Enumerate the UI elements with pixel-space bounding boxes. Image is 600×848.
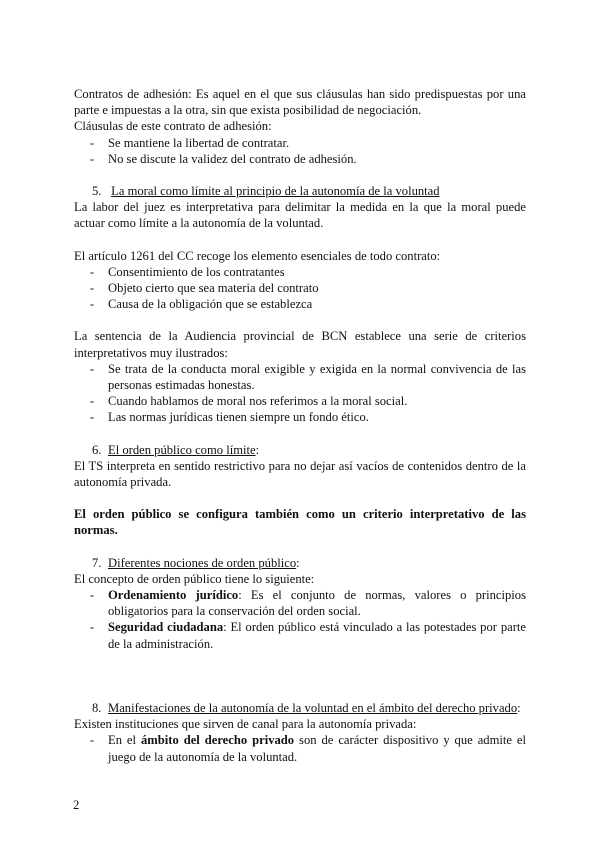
notions-list: [74, 587, 526, 652]
document-page: [74, 86, 526, 765]
section-suffix: :: [296, 555, 300, 570]
section-6-heading: [74, 442, 526, 458]
intro-paragraph: Contratos de adhesión: Es aquel en el que sus cláusulas han sido predispuestas por una parte e impuestas a la otra, sin que exista posibilidad de negociación.: [74, 87, 526, 118]
list-item: - Cuando hablamos de moral nos referimos a la moral social.: [74, 393, 526, 409]
paragraph: Existen instituciones que sirven de canal para la autonomía privada:: [74, 717, 417, 732]
section-title: La moral como límite al principio de la autonomía de la voluntad: [111, 184, 440, 199]
section-title: El orden público como límite: [108, 442, 256, 457]
paragraph: El artículo 1261 del CC recoge los elemento esenciales de todo contrato:: [74, 248, 441, 263]
section-5-heading: [74, 183, 526, 199]
section-number: 7.: [92, 555, 102, 570]
term: Seguridad ciudadana: [108, 620, 224, 635]
list-item: - Se mantiene la libertad de contratar.: [74, 135, 526, 151]
list-item: - Se trata de la conducta moral exigible y exigida en la normal convivencia de las personas estimadas honestas.: [74, 361, 526, 393]
section-8-heading: [74, 700, 526, 716]
list-item: - Ordenamiento jurídico: Es el conjunto de normas, valores o principios obligatorios para la conservación del orden social.: [74, 587, 526, 619]
section-title: Diferentes nociones de orden público: [108, 555, 297, 570]
list-item: - Seguridad ciudadana: El orden público está vinculado a las potestades por parte de la administración.: [74, 619, 526, 651]
list-item: - Objeto cierto que sea materia del contrato: [74, 280, 526, 296]
term: ámbito del derecho privado: [140, 733, 295, 748]
elements-list: [74, 264, 526, 313]
list-item: - No se discute la validez del contrato de adhesión.: [74, 151, 526, 167]
institutions-list: [74, 732, 526, 764]
paragraph: La labor del juez es interpretativa para delimitar la medida en la que la moral puede actuar como límite a la autonomía de la voluntad.: [74, 200, 526, 231]
section-number: 6.: [92, 442, 102, 457]
paragraph: El TS interpreta en sentido restrictivo para no dejar así vacíos de contenidos dentro de la autonomía privada.: [74, 458, 526, 490]
paragraph: El concepto de orden público tiene lo siguiente:: [74, 571, 315, 586]
list-item: - Causa de la obligación que se establezca: [74, 296, 526, 312]
section-number: 5.: [92, 184, 102, 199]
term: Ordenamiento jurídico: [108, 588, 239, 603]
list-item: - Las normas jurídicas tienen siempre un fondo ético.: [74, 409, 526, 425]
page-number: 2: [73, 798, 80, 812]
bold-paragraph: El orden público se configura también como un criterio interpretativo de las normas.: [74, 507, 526, 538]
criteria-list: [74, 361, 526, 426]
section-title: Manifestaciones de la autonomía de la voluntad en el ámbito del derecho privado: [108, 700, 518, 715]
section-number: 8.: [92, 700, 102, 715]
intro-clauses-heading: Cláusulas de este contrato de adhesión:: [74, 119, 272, 134]
list-item: - En el ámbito del derecho privado son de carácter dispositivo y que admite el juego de la autonomía de la voluntad.: [74, 732, 526, 764]
list-item: - Consentimiento de los contratantes: [74, 264, 526, 280]
section-suffix: :: [517, 700, 521, 715]
section-suffix: :: [255, 442, 260, 457]
intro-list: [74, 135, 526, 167]
section-7-heading: [74, 555, 526, 571]
paragraph: La sentencia de la Audiencia provincial de BCN establece una serie de criterios interpretativos muy ilustrados:: [74, 329, 526, 360]
